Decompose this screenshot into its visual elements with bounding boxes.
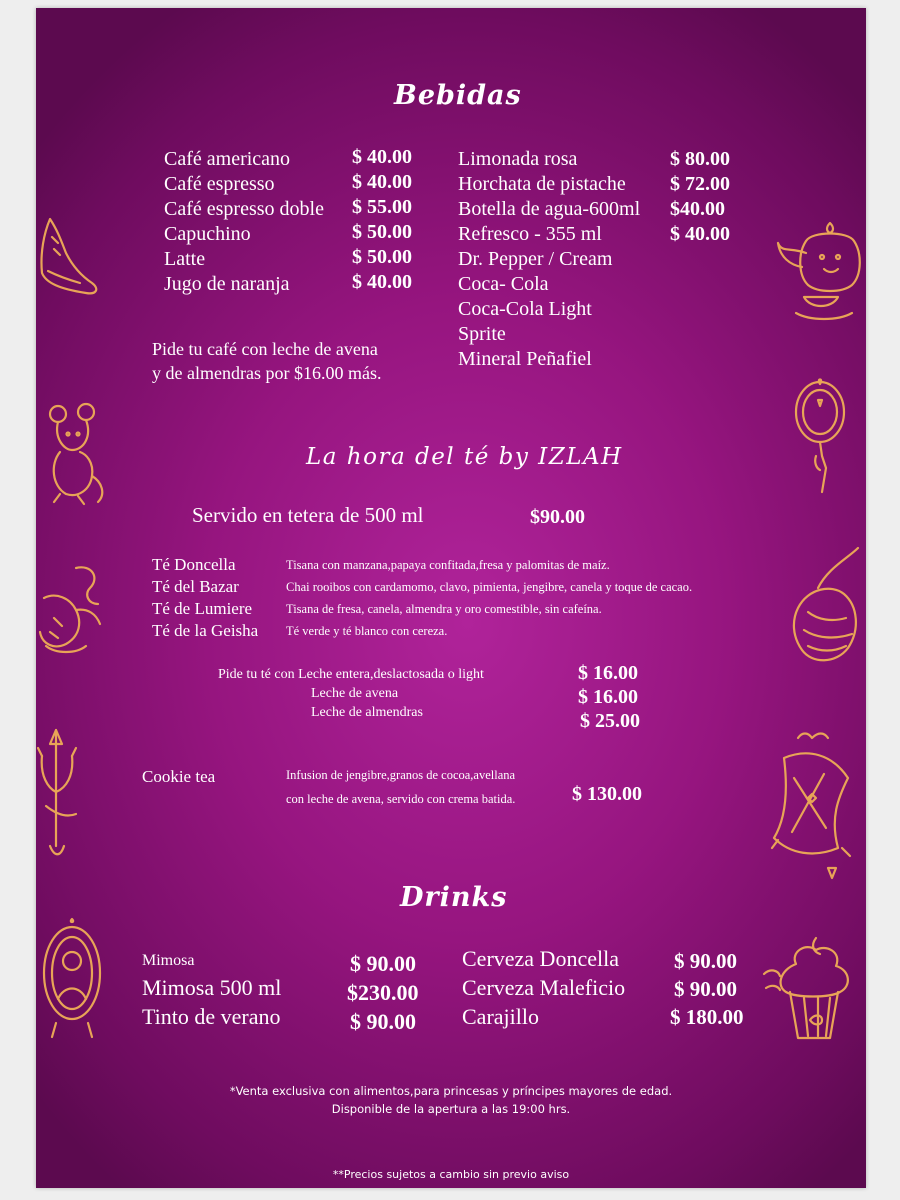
menu-item: Café espresso [164, 173, 275, 195]
drink-item: Mimosa 500 ml [142, 975, 282, 1000]
bebidas-title: Bebidas [394, 80, 522, 111]
cupcake-icon [760, 928, 860, 1058]
milk-option: Leche de avena [311, 686, 399, 701]
menu-item: Botella de agua-600ml [458, 198, 641, 220]
glass-slipper-icon [36, 213, 106, 303]
item-price: $ 40.00 [352, 146, 412, 168]
milk-option: Pide tu té con Leche entera,deslactosada o light [218, 667, 484, 682]
te-title: La hora del té by IZLAH [306, 444, 623, 470]
item-price: $ 50.00 [352, 246, 412, 268]
drink-item: Cerveza Doncella [462, 946, 619, 971]
disclaimer-line1: *Venta exclusiva con alimentos,para princesas y príncipes mayores de edad. [229, 1084, 673, 1098]
drink-price: $ 180.00 [670, 1005, 744, 1029]
menu-page [36, 8, 866, 1188]
menu-item: Latte [164, 248, 206, 270]
menu-item: Jugo de naranja [164, 273, 290, 295]
tea-descriptions [286, 554, 692, 642]
drink-item: Tinto de verano [142, 1004, 281, 1029]
bebidas-right-prices [670, 147, 730, 247]
item-price: $ 40.00 [352, 171, 412, 193]
bebidas-left-names [164, 147, 324, 297]
menu-item: Coca- Cola [458, 273, 549, 295]
item-price: $ 40.00 [352, 271, 412, 293]
served-price: $90.00 [530, 506, 585, 528]
magic-mirror-icon [788, 376, 858, 496]
teapot-icon [776, 213, 866, 333]
trident-icon [36, 726, 106, 866]
item-price: $ 55.00 [352, 196, 412, 218]
cookie-tea-name: Cookie tea [142, 767, 216, 786]
cookie-tea-desc2: con leche de avena, servido con crema batida. [286, 792, 516, 806]
milk-price: $ 16.00 [578, 686, 638, 708]
drink-item: Carajillo [462, 1004, 539, 1029]
genie-lamp-icon [36, 558, 106, 668]
menu-item: Café espresso doble [164, 198, 324, 220]
served-label: Servido en tetera de 500 ml [192, 503, 424, 527]
tea-desc: Chai rooibos con cardamomo, clavo, pimienta, jengibre, canela y toque de cacao. [286, 580, 693, 594]
magic-carpet-icon [768, 728, 858, 888]
tea-desc: Tisana con manzana,papaya confitada,fresa y palomitas de maíz. [286, 558, 610, 572]
menu-item: Sprite [458, 323, 506, 345]
drink-item: Mimosa [142, 952, 195, 969]
cookie-tea-price: $ 130.00 [572, 783, 642, 805]
mouse-icon [40, 398, 110, 508]
tea-name: Té de Lumiere [152, 599, 253, 618]
milk-price: $ 25.00 [580, 710, 640, 732]
drink-price: $ 90.00 [350, 951, 416, 976]
item-price: $ 40.00 [670, 223, 730, 245]
menu-item: Dr. Pepper / Cream [458, 248, 613, 270]
milk-option: Leche de almendras [311, 705, 423, 720]
drinks-title: Drinks [400, 882, 508, 913]
item-price: $ 80.00 [670, 148, 730, 170]
tea-name: Té del Bazar [152, 577, 239, 596]
bebidas-left-prices [352, 145, 412, 295]
menu-item: Limonada rosa [458, 148, 578, 170]
drink-price: $ 90.00 [350, 1009, 416, 1034]
menu-item: Horchata de pistache [458, 173, 626, 195]
item-price: $ 72.00 [670, 173, 730, 195]
cookie-tea-desc1: Infusion de jengibre,granos de cocoa,avellana [286, 768, 516, 782]
disclaimer-line2: Disponible de la apertura a las 19:00 hrs. [331, 1102, 571, 1116]
milk-price: $ 16.00 [578, 662, 638, 684]
footer-note: **Precios sujetos a cambio sin previo aviso [332, 1168, 570, 1181]
seashell-icon [788, 538, 866, 678]
milk-note-line2: y de almendras por $16.00 más. [152, 363, 382, 383]
tea-desc: Tisana de fresa, canela, almendra y oro comestible, sin cafeína. [286, 602, 602, 616]
menu-item: Coca-Cola Light [458, 298, 592, 320]
bebidas-right-names [458, 147, 640, 372]
menu-item: Mineral Peñafiel [458, 348, 592, 370]
tea-desc: Té verde y té blanco con cereza. [286, 624, 448, 638]
drink-price: $ 90.00 [674, 977, 737, 1001]
drink-price: $ 90.00 [674, 949, 737, 973]
menu-item: Café americano [164, 148, 291, 170]
tea-name: Té de la Geisha [152, 621, 259, 640]
tea-names [152, 554, 258, 642]
menu-item: Capuchino [164, 223, 251, 245]
item-price: $ 50.00 [352, 221, 412, 243]
milk-note-line1: Pide tu café con leche de avena [152, 339, 378, 359]
portrait-frame-icon [40, 913, 110, 1043]
tea-name: Té Doncella [152, 555, 236, 574]
item-price: $40.00 [670, 198, 725, 220]
menu-item: Refresco - 355 ml [458, 223, 602, 245]
drink-price: $230.00 [347, 980, 419, 1005]
drink-item: Cerveza Maleficio [462, 975, 626, 1000]
